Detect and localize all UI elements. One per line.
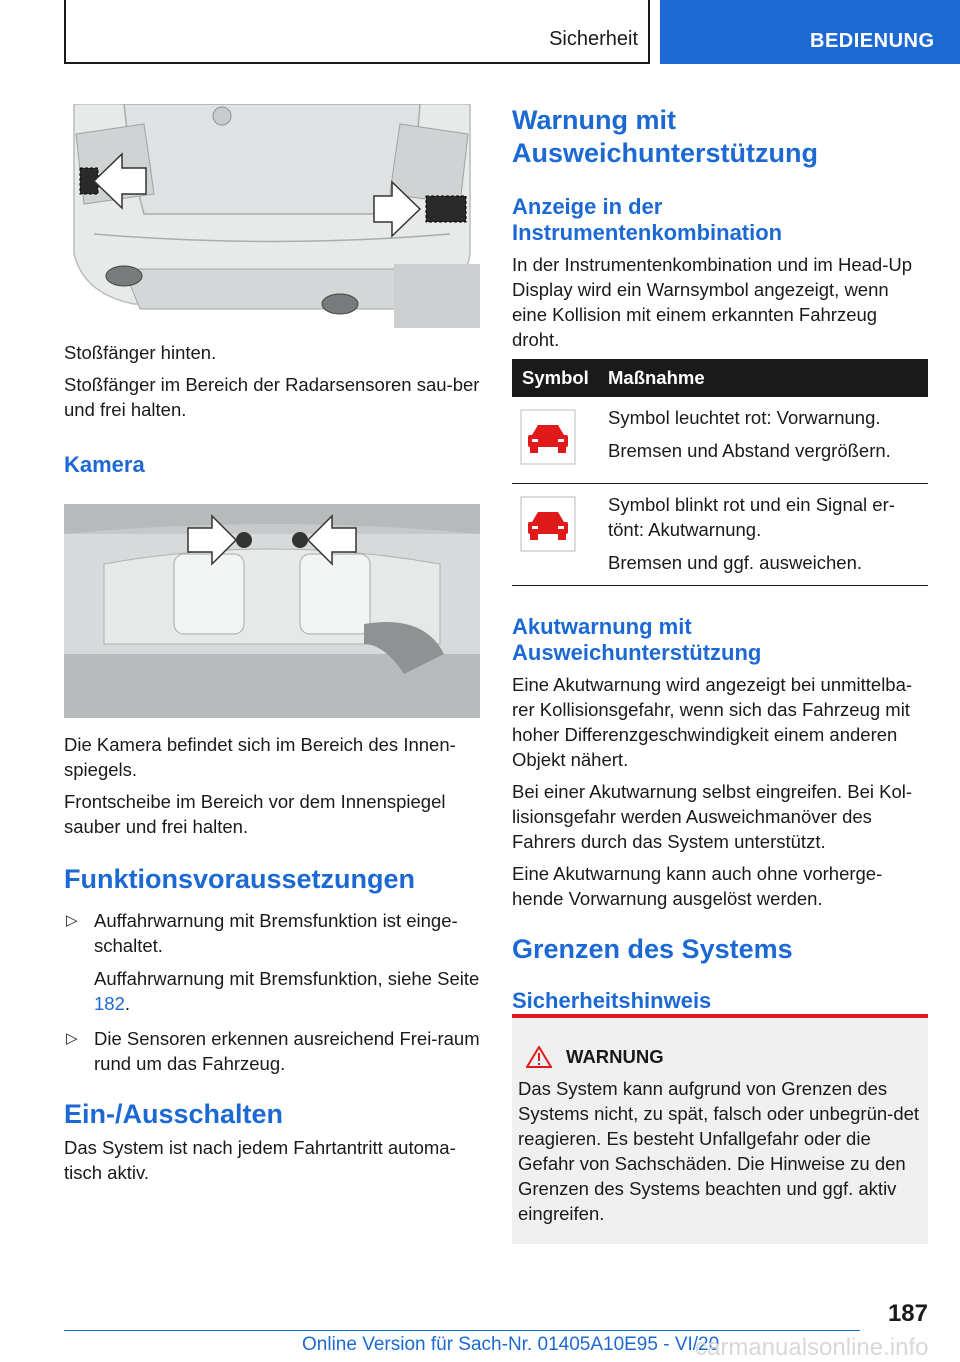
heading-kamera: Kamera — [64, 452, 145, 477]
caption-rear-bumper: Stoßfänger hinten. — [64, 342, 217, 363]
action-line: Bremsen und ggf. ausweichen. — [608, 552, 863, 573]
table-cell-symbol — [512, 397, 598, 484]
warning-title: WARNUNG — [566, 1046, 664, 1067]
heading-akutwarnung: Akutwarnung mit Ausweichunterstützung — [512, 614, 762, 665]
akut-text-3: Eine Akutwarnung kann auch ohne vorherge-hende Vorwarnung ausgelöst werden. — [512, 863, 883, 909]
header-section-title: Sicherheit — [549, 28, 638, 50]
display-text: In der Instrumentenkombination und im Head-Up Display wird ein Warnsymbol angezeigt, wenn eine Kollision mit einem erkannten Fahrzeug droht. — [512, 254, 913, 350]
table-header-symbol: Symbol — [512, 359, 598, 397]
bullet-subtext-suffix: . — [124, 993, 131, 1014]
heading-grenzen: Grenzen des Systems — [512, 934, 793, 964]
heading-warnung-ausweich: Warnung mit Ausweichunterstützung — [512, 105, 819, 168]
table-header-massnahme: Maßnahme — [598, 359, 928, 397]
table-row — [512, 397, 928, 484]
camera-location-text: Die Kamera befindet sich im Bereich des Innen-spiegels. — [64, 734, 456, 780]
list-item — [64, 1026, 480, 1076]
page-number: 187 — [887, 1300, 928, 1327]
akut-text-1: Eine Akutwarnung wird angezeigt bei unmittelba-rer Kollisionsgefahr, wenn sich das Fahrzeug mit hoher Differenzgeschwindigkeit einem anderen Objekt nähert. — [512, 674, 913, 770]
heading-anzeige: Anzeige in der Instrumentenkombination — [512, 194, 783, 245]
action-line: Symbol blinkt rot und ein Signal er-tönt: Akutwarnung. — [608, 494, 895, 540]
triangle-bullet-icon: ▷ — [66, 1030, 78, 1047]
heading-funktionsvoraussetzungen: Funktionsvoraussetzungen — [64, 864, 416, 894]
page-link-182[interactable]: 182 — [94, 993, 125, 1014]
table-cell-action — [598, 397, 928, 484]
warning-box — [512, 1014, 928, 1244]
watermark: carmanualsonline.info — [695, 1334, 929, 1361]
warning-triangle-icon — [526, 1046, 552, 1068]
windshield-text: Frontscheibe im Bereich vor dem Innenspiegel sauber und frei halten. — [64, 791, 446, 837]
triangle-bullet-icon: ▷ — [66, 912, 78, 929]
header-tab-label: BEDIENUNG — [810, 30, 935, 52]
rear-bumper-text: Stoßfänger im Bereich der Radarsensoren sau-ber und frei halten. — [64, 374, 480, 420]
rear-bumper-figure — [64, 104, 480, 328]
left-column — [64, 104, 480, 1192]
bullet-subtext-prefix: Auffahrwarnung mit Bremsfunktion, siehe Seite — [94, 968, 480, 989]
interior-camera-illustration — [64, 504, 480, 718]
symbol-table — [512, 359, 928, 586]
footer-divider — [64, 1330, 860, 1331]
table-cell-symbol — [512, 484, 598, 586]
footer-online-version: Online Version für Sach-Nr. 01405A10E95 - VI/20 — [302, 1334, 720, 1355]
table-cell-action — [598, 484, 928, 586]
car-warning-red-icon — [520, 409, 576, 465]
requirements-list — [64, 908, 480, 1076]
akut-text-2: Bei einer Akutwarnung selbst eingreifen. Bei Kol-lisionsgefahr werden Ausweichmanöver des Fahrers durch das System unterstützt. — [512, 781, 913, 852]
action-line: Bremsen und Abstand vergrößern. — [608, 440, 891, 461]
right-column — [512, 104, 928, 1014]
bullet-subtext — [94, 966, 480, 1016]
bullet-text: Auffahrwarnung mit Bremsfunktion ist einge-schaltet. — [94, 910, 458, 956]
heading-ein-ausschalten: Ein-/Ausschalten — [64, 1099, 284, 1129]
warning-header — [512, 1018, 928, 1068]
action-line: Symbol leuchtet rot: Vorwarnung. — [608, 407, 881, 428]
activation-text: Das System ist nach jedem Fahrtantritt automa-tisch aktiv. — [64, 1137, 456, 1183]
bullet-text: Die Sensoren erkennen ausreichend Frei-raum rund um das Fahrzeug. — [94, 1028, 480, 1074]
rear-bumper-illustration — [64, 104, 480, 328]
heading-sicherheitshinweis: Sicherheitshinweis — [512, 988, 712, 1013]
page-header — [0, 0, 960, 66]
table-row — [512, 484, 928, 586]
camera-figure — [64, 504, 480, 718]
warning-text: Das System kann aufgrund von Grenzen des Systems nicht, zu spät, falsch oder unbegrün-det reagieren. Es besteht Unfallgefahr oder die Gefahr von Sachschäden. Die Hinweise zu den Grenzen des Systems beachten und ggf. aktiv eingreifen. — [518, 1078, 920, 1224]
list-item — [64, 908, 480, 1016]
car-warning-red-icon — [520, 496, 576, 552]
